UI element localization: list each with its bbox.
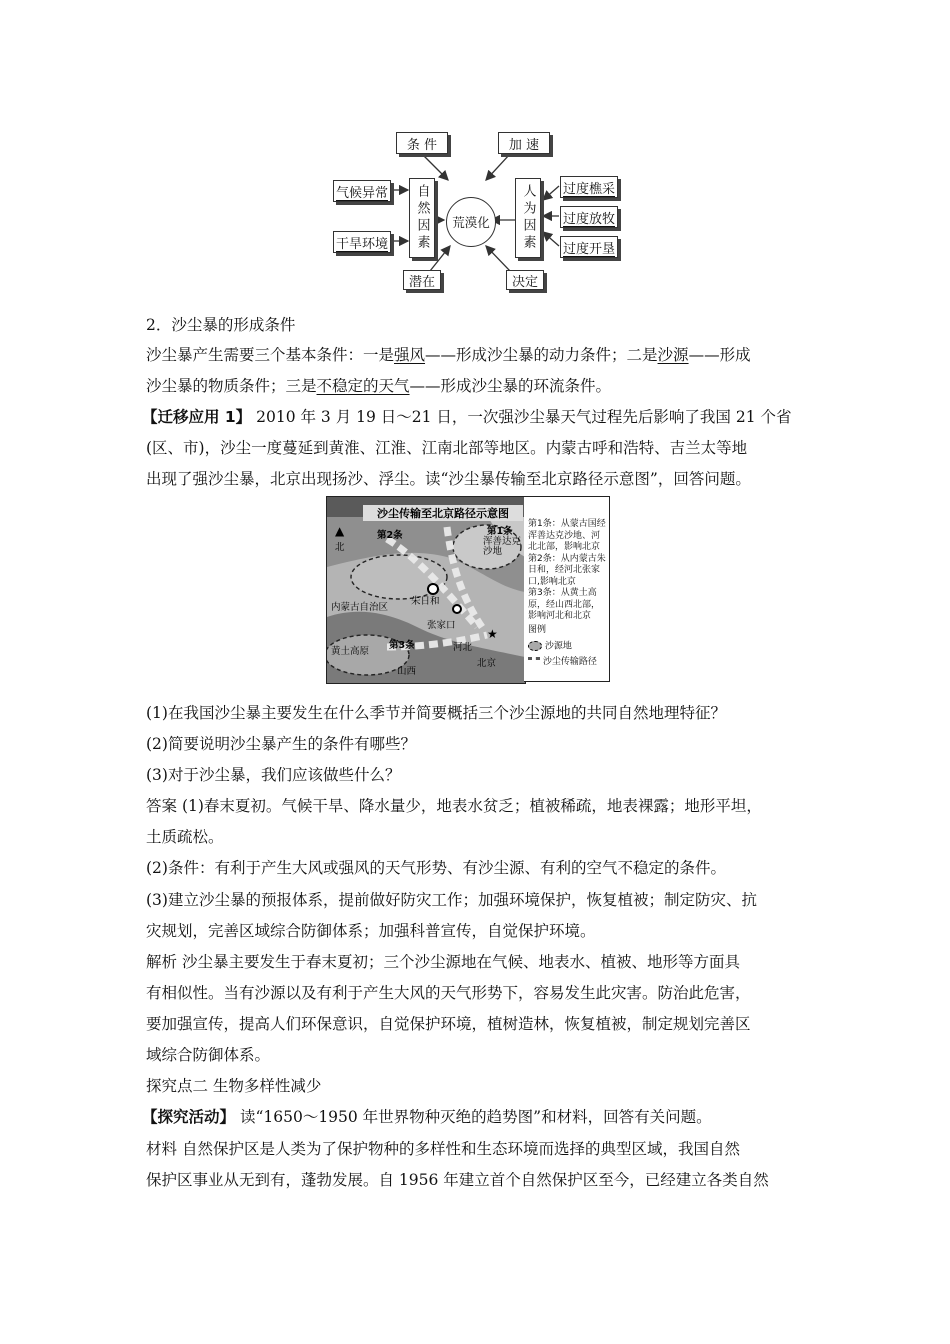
legend-note-line: 第2条：从内蒙古朱 — [528, 553, 606, 564]
answer-line-1b: 土质疏松。 — [146, 828, 224, 846]
map-legend — [524, 496, 610, 682]
conditions-box — [396, 132, 448, 154]
hunshandake-label: 浑善达克沙地 — [483, 536, 522, 557]
answer-line-2: (2)条件：有利于产生大风或强风的天气形势、有沙尘源、有利的空气不稳定的条件。 — [146, 859, 726, 877]
over-logging-label: 过度樵采 — [562, 181, 615, 197]
question-1: (1)在我国沙尘暴主要发生在什么季节并简要概括三个沙尘源地的共同自然地理特征？ — [146, 704, 726, 722]
legend-title: 图例 — [528, 625, 547, 635]
answer-text: (1)春末夏初。气候干旱、降水量少，地表水贫乏；植被稀疏，地表裸露；地形平坦， — [177, 797, 762, 815]
transfer-line-3: 出现了强沙尘暴，北京出现扬沙、浮尘。读“沙尘暴传输至北京路径示意图”，回答问题。 — [146, 470, 751, 488]
section-2-title: 2．沙尘暴的形成条件 — [146, 316, 296, 334]
legend-path-item — [528, 657, 597, 669]
svg-text:★: ★ — [487, 627, 498, 641]
sec2-text: ——形成 — [688, 346, 751, 364]
analysis-line-2: 有相似性。当有沙源以及有利于产生大风的天气形势下，容易发生此灾害。防治此危害， — [146, 984, 751, 1002]
natural-factors-box — [409, 178, 435, 258]
legend-note-line: 第1条：从蒙古国经 — [528, 519, 606, 529]
explore-tag: 【探究活动】 — [142, 1108, 236, 1126]
decisive-label: 决定 — [511, 274, 538, 290]
legend-path-label: 沙尘传输路径 — [542, 657, 597, 667]
drought-env-label: 干旱环境 — [335, 236, 388, 252]
source-swatch — [528, 641, 542, 651]
dust-path-map — [326, 496, 526, 684]
transfer-line-1 — [142, 406, 792, 428]
sec2-line-2 — [146, 375, 611, 397]
decisive-box — [506, 270, 544, 290]
analysis-line-1 — [146, 951, 740, 973]
center-label: 荒漠化 — [452, 215, 490, 230]
explore-heading: 探究点二 生物多样性减少 — [146, 1077, 322, 1095]
latent-label: 潜在 — [408, 274, 435, 290]
material-text: 自然保护区是人类为了保护物种的多样性和生态环境而选择的典型区域，我国自然 — [177, 1140, 740, 1158]
analysis-line-3: 要加强宣传，提高人们环保意识，自觉保护环境，植树造林，恢复植被，制定规划完善区 — [146, 1015, 751, 1033]
answer-line-3: (3)建立沙尘暴的预报体系，提前做好防灾工作；加强环境保护，恢复植被；制定防灾、抗 — [146, 891, 757, 909]
legend-note-line: 原，经山西北部， — [528, 599, 601, 610]
analysis-line-4: 域综合防御体系。 — [146, 1046, 271, 1064]
over-reclaim-box — [560, 236, 618, 258]
transfer-text: 2010 年 3 月 19 日～21 日，一次强沙尘暴天气过程先后影响了我国 21 个省 — [251, 408, 792, 426]
conditions-label: 条 件 — [406, 137, 438, 153]
desertification-circle — [446, 197, 496, 247]
route-2-label: 第2条 — [377, 530, 403, 541]
route-1-label: 第1条 — [487, 526, 513, 537]
latent-box — [403, 270, 441, 290]
over-grazing-box — [560, 206, 618, 228]
sec2-text: 沙尘暴产生需要三个基本条件：一是 — [146, 346, 395, 364]
material-line-1 — [146, 1138, 740, 1160]
unstable-weather-term: 不稳定的天气 — [316, 377, 410, 395]
legend-note-line: 口,影响北京 — [528, 576, 576, 587]
analysis-label: 解析 — [146, 953, 178, 971]
transfer-line-2: (区、市)，沙尘一度蔓延到黄淮、江淮、江南北部等地区。内蒙古呼和浩特、吉兰太等地 — [146, 439, 748, 457]
legend-source-label: 沙源地 — [544, 641, 572, 652]
sec2-text: ——形成沙尘暴的动力条件；二是 — [425, 346, 658, 364]
svg-text:▲: ▲ — [335, 524, 345, 538]
answer-line-3b: 灾规划，完善区域综合防御体系；加强科普宣传，自觉保护环境。 — [146, 922, 596, 940]
drought-env-box — [333, 231, 391, 253]
over-grazing-label: 过度放牧 — [562, 211, 615, 227]
route-3-label: 第3条 — [389, 640, 415, 651]
hebei-label: 河北 — [453, 642, 473, 653]
legend-note-line: 日和，经河北张家 — [528, 565, 601, 575]
material-label: 材料 — [146, 1140, 178, 1158]
over-logging-box — [560, 176, 618, 198]
sec2-line-1 — [146, 344, 751, 366]
neimenggu-label: 内蒙古自治区 — [331, 602, 389, 613]
legend-route-notes — [528, 519, 606, 623]
human-factors-box — [515, 178, 541, 258]
legend-note-line: 影响河北和北京 — [528, 611, 592, 621]
over-reclaim-label: 过度开垦 — [562, 241, 615, 257]
climate-anomaly-label: 气候异常 — [335, 185, 388, 201]
transfer-tag: 【迁移应用 1】 — [142, 408, 252, 426]
sand-source-term: 沙源 — [657, 346, 689, 364]
question-2: (2)简要说明沙尘暴产生的条件有哪些？ — [146, 735, 416, 753]
legend-note-line: 北北部，影响北京 — [528, 542, 601, 552]
accelerate-box — [498, 132, 550, 154]
loess-label: 黄土高原 — [331, 646, 370, 657]
north-label: 北 — [335, 542, 345, 553]
answer-line-1 — [146, 795, 762, 817]
question-3: (3)对于沙尘暴，我们应该做些什么？ — [146, 766, 401, 784]
legend-note-line: 浑善达克沙地、河 — [528, 530, 601, 541]
beijing-label: 北京 — [477, 658, 497, 669]
strong-wind-term: 强风 — [394, 346, 426, 364]
climate-anomaly-box — [333, 180, 391, 202]
shanxi-label: 山西 — [397, 666, 417, 677]
explore-activity-line — [142, 1106, 712, 1128]
analysis-text: 沙尘暴主要发生于春末夏初；三个沙尘源地在气候、地表水、植被、地形等方面具 — [177, 953, 740, 971]
sec2-text: ——形成沙尘暴的环流条件。 — [409, 377, 612, 395]
legend-note-line: 第3条：从黄土高 — [528, 588, 597, 598]
zhurihe-label: 朱日和 — [411, 596, 440, 607]
map-title: 沙尘传输至北京路径示意图 — [363, 505, 523, 521]
human-factors-label: 人为因素 — [520, 184, 536, 252]
legend-source-item — [528, 641, 572, 653]
path-swatch — [528, 657, 540, 666]
zhangjiakou-label: 张家口 — [427, 620, 456, 631]
accelerate-label: 加 速 — [508, 137, 540, 153]
material-line-2: 保护区事业从无到有，蓬勃发展。自 1956 年建立首个自然保护区至今，已经建立各类自然 — [146, 1171, 769, 1189]
natural-factors-label: 自然因素 — [414, 184, 430, 252]
sec2-text: 沙尘暴的物质条件；三是 — [146, 377, 317, 395]
explore-text: 读“1650～1950 年世界物种灭绝的趋势图”和材料，回答有关问题。 — [235, 1108, 712, 1126]
answer-label: 答案 — [146, 797, 178, 815]
